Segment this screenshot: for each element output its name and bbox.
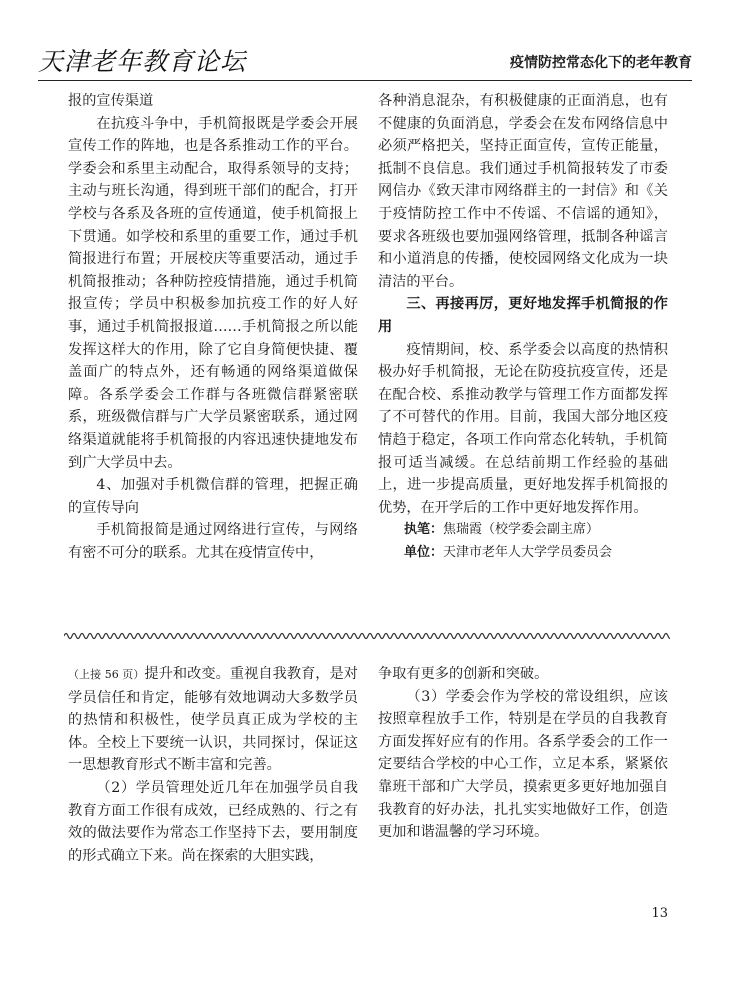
paragraph: （3）学委会作为学校的常设组织，应该按照章程放手工作，特别是在学员的自我教育方面发挥好应有的作用。各系学委会的工作一定要结合学校的中心工作，立足本系，紧紧依靠班干部和广大学员，摸索更多更好地加强自我教育的好办法，扎扎实实地做好工作，创造更加和谐温馨的学习环境。 — [378, 688, 668, 841]
subheading: 4、加强对手机微信群的管理，把握正确的宣传导向 — [68, 477, 358, 516]
paragraph: （2）学员管理处近几年在加强学员自我教育方面工作很有成效，已经成熟的、行之有效的做法要作为常态工作坚持下去，要用制度的形式确立下来。尚在探索的大胆实践， — [68, 779, 358, 864]
paragraph: 各种消息混杂，有积极健康的正面消息，也有不健康的负面消息，学委会在发布网络信息中必须严格把关，坚持正面宣传，宣传正能量，抵制不良信息。我们通过手机简报转发了市委网信办《致天津市网络群主的一封信》和《关于疫情防控工作中不传谣、不信谣的通知》，要求各班级也要加强网络管理，抵制各种谣言和小道消息的传播，使校园网络文化成为一块清洁的平台。 — [378, 93, 668, 290]
journal-logo: 天津老年教育论坛 — [38, 47, 247, 76]
unit-line — [378, 542, 668, 565]
page-header — [38, 38, 692, 80]
paragraph-text: 提升和改变。重视自我教育，是对学员信任和肯定，能够有效地调动大多数学员的热情和积极性，使学员真正成为学校的主体。全校上下要统一认识，共同探讨，保证这一思想教育形式不断丰富和完善。 — [68, 666, 358, 774]
author-line — [378, 519, 668, 542]
paragraph: 手机简报简是通过网络进行宣传，与网络有密不可分的联系。尤其在疫情宣传中， — [68, 522, 358, 561]
unit-value: 天津市老年人大学学员委员会 — [443, 544, 613, 560]
wavy-divider — [64, 630, 670, 642]
top-right-column — [378, 90, 668, 564]
continued-tag: （上接 56 页） — [68, 668, 145, 681]
paragraph: 争取有更多的创新和突破。 — [378, 666, 549, 682]
paragraph: 报的宣传渠道 — [68, 93, 154, 109]
page-number: 13 — [651, 906, 668, 921]
section-title: 疫情防控常态化下的老年教育 — [510, 55, 692, 71]
section-heading: 三、再接再厉，更好地发挥手机简报的作用 — [378, 296, 668, 335]
author-label: 执笔： — [404, 522, 444, 538]
unit-label: 单位： — [404, 544, 444, 560]
author-value: 焦瑞霞（校学委会副主席） — [443, 522, 600, 538]
paragraph: 疫情期间，校、系学委会以高度的热情积极办好手机简报，无论在防疫抗疫宣传，还是在配合校、系推动教学与管理工作方面都发挥了不可替代的作用。目前，我国大部分地区疫情趋于稳定，各项工作向常态化转轨，手机简报可适当减缓。在总结前期工作经验的基础上，进一步提高质量，更好地发挥手机简报的优势，在开学后的工作中更好地发挥作用。 — [378, 341, 668, 516]
paragraph — [68, 663, 358, 777]
paragraph: 在抗疫斗争中，手机简报既是学委会开展宣传工作的阵地，也是各系推动工作的平台。学委会和系里主动配合，取得系领导的支持；主动与班长沟通，得到班干部们的配合，打开学校与各系及各班的宣传通道，使手机简报上下贯通。如学校和系里的重要工作，通过手机简报进行布置；开展校庆等重要活动，通过手机简报推动；各种防控疫情措施，通过手机简报宣传；学员中积极参加抗疫工作的好人好事，通过手机简报报道……手机简报之所以能发挥这样大的作用，除了它自身简便快捷、覆盖面广的特点外，还有畅通的网络渠道做保障。各系学委会工作群与各班微信群紧密联系，班级微信群与广大学员紧密联系，通过网络渠道就能将手机简报的内容迅速快捷地发布到广大学员中去。 — [68, 115, 358, 471]
bottom-left-column — [68, 663, 358, 867]
bottom-right-column — [378, 663, 668, 844]
top-left-column — [68, 90, 358, 564]
header-rule — [38, 80, 692, 81]
